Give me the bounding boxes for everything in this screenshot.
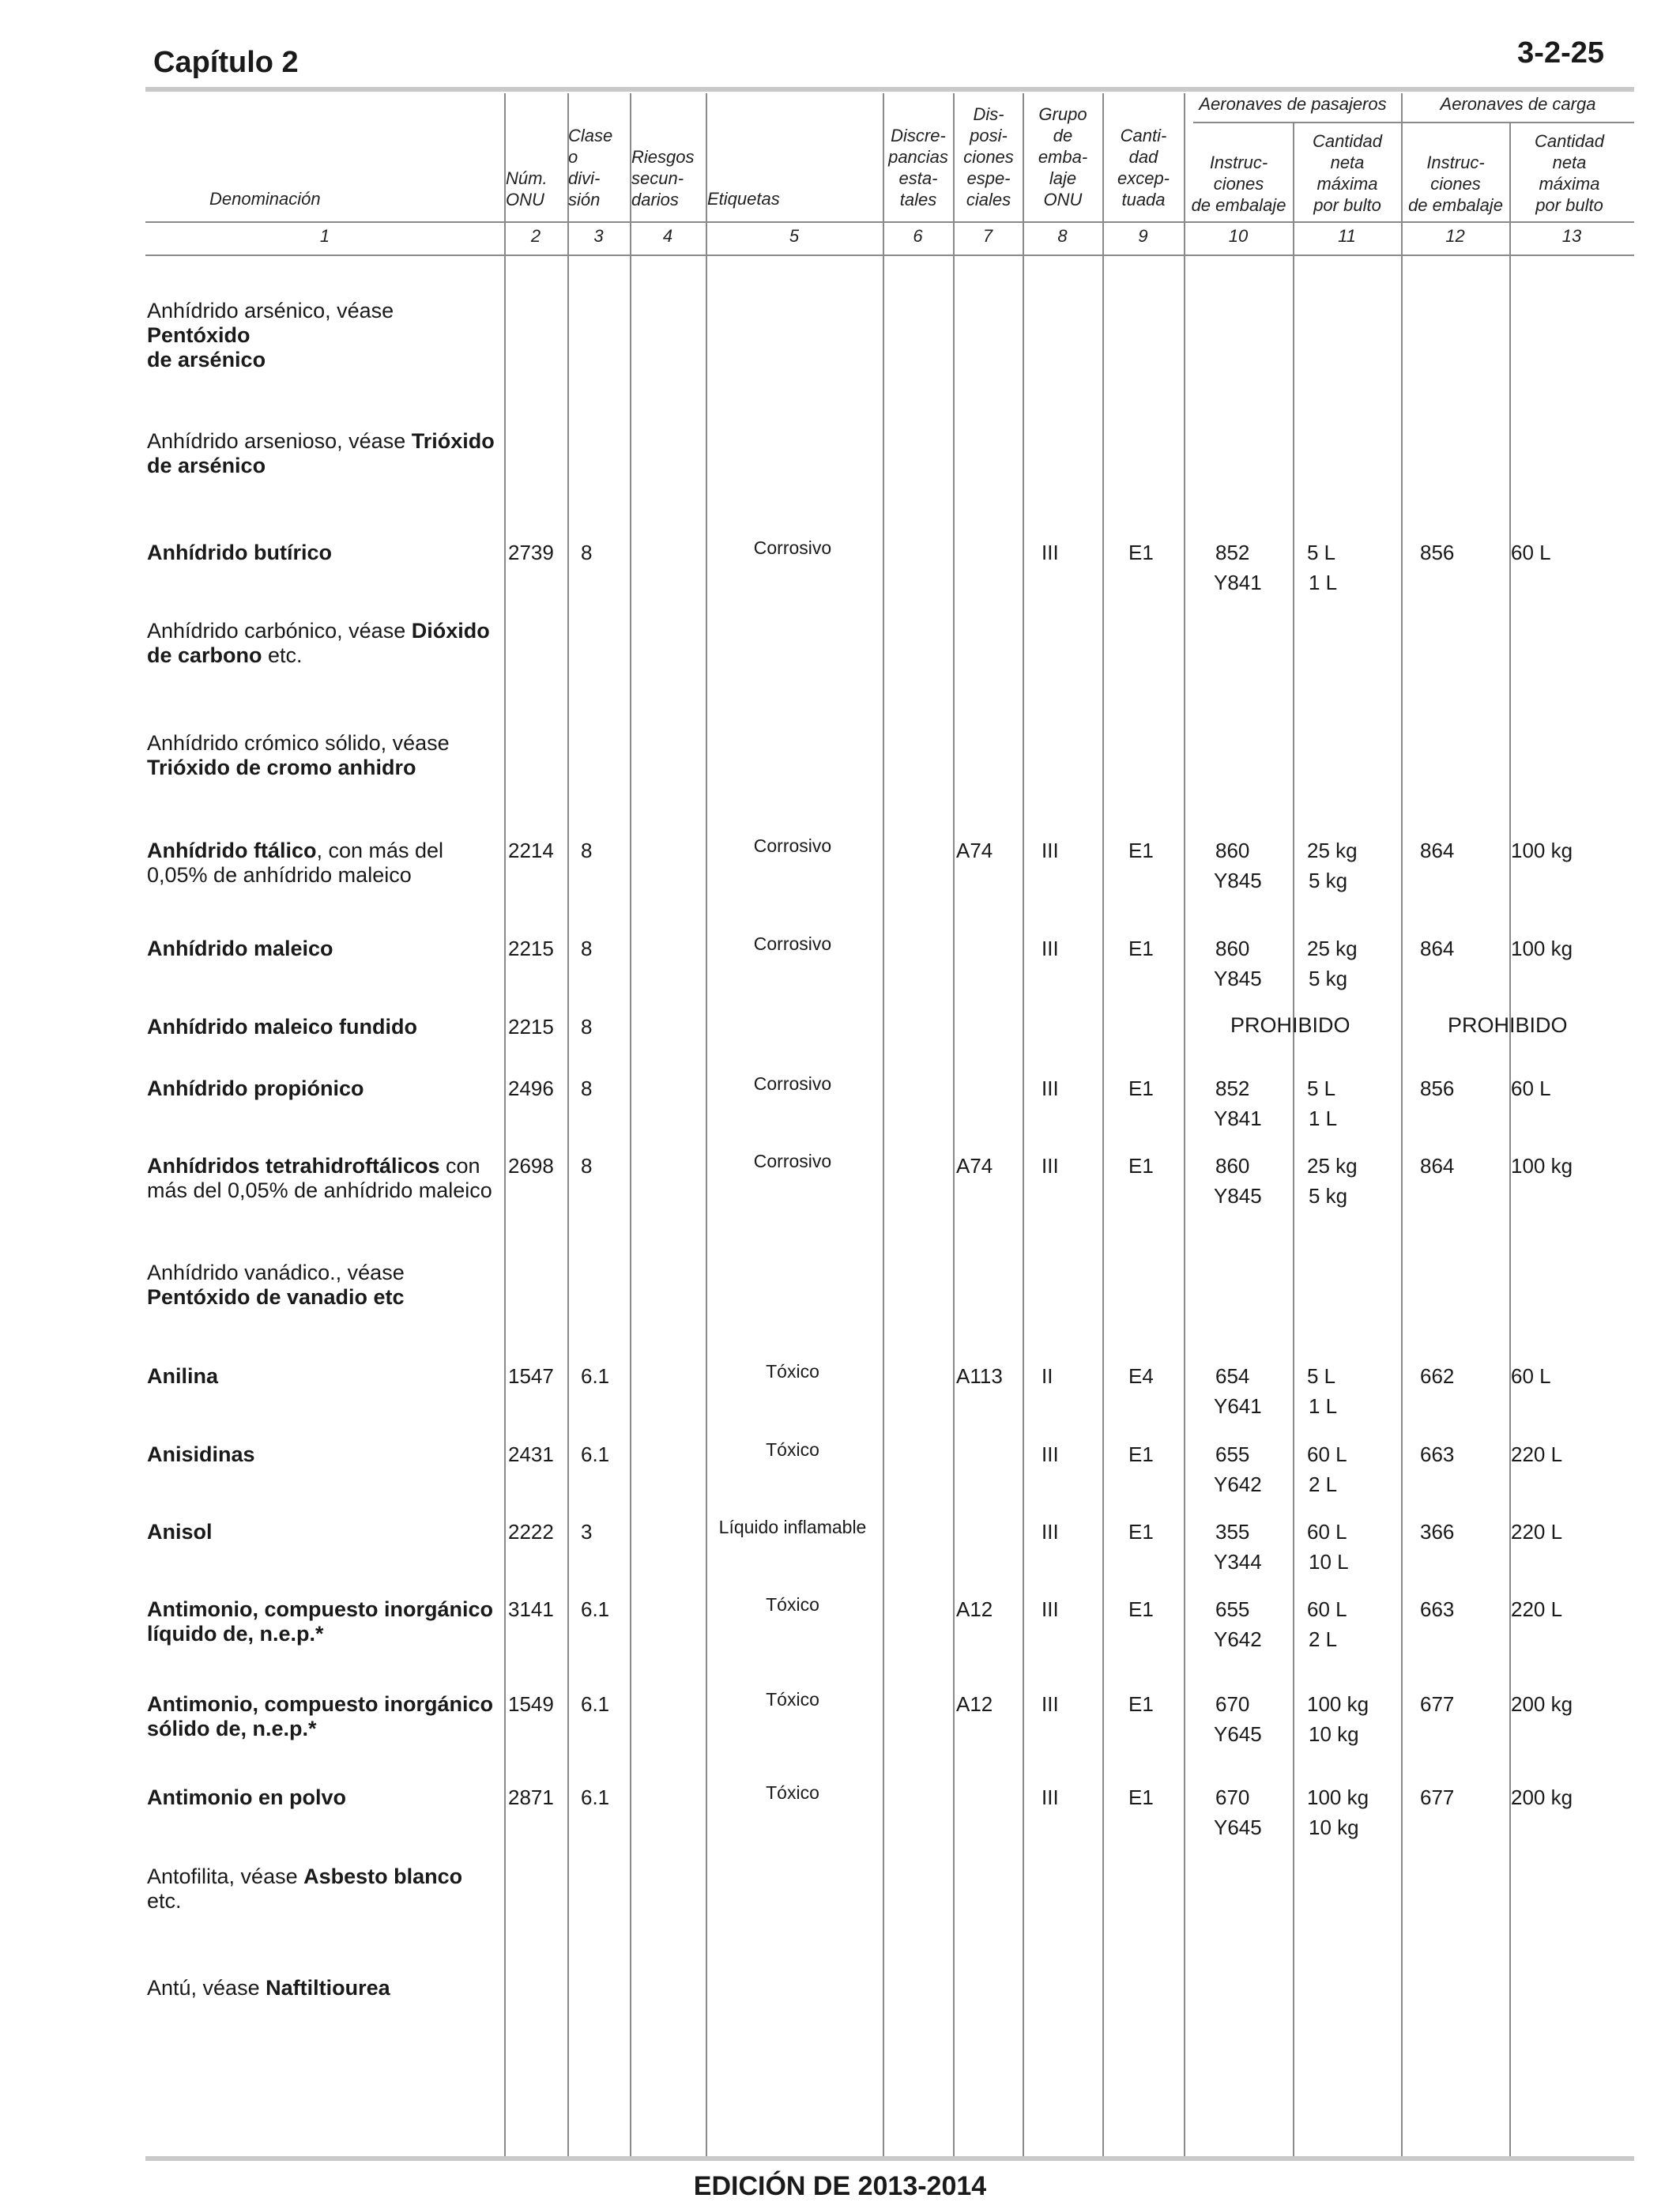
passenger-max-quantity: 1 L (1309, 571, 1338, 594)
un-number: 2496 (508, 1076, 554, 1100)
class-division: 6.1 (581, 1785, 610, 1809)
passenger-packing-instruction: Y845 (1214, 869, 1262, 892)
header-grupo: Grupo de emba- laje ONU (1038, 104, 1088, 209)
bottom-rule (145, 2156, 1634, 2161)
passenger-max-quantity: 5 L (1307, 1364, 1336, 1388)
substance-name (147, 937, 503, 961)
header-aeronaves-carga: Aeronaves de carga (1440, 94, 1596, 114)
label: Tóxico (766, 1361, 819, 1382)
passenger-packing-instruction: 655 (1215, 1442, 1250, 1466)
name-part: Anhídrido vanádico., véase (147, 1261, 405, 1284)
excepted-quantity: E1 (1128, 1597, 1154, 1621)
label: Tóxico (766, 1439, 819, 1460)
un-number: 2215 (508, 1015, 554, 1039)
un-number: 1549 (508, 1692, 554, 1716)
name-part: Anhídrido butírico (147, 541, 332, 564)
passenger-max-quantity: 25 kg (1307, 839, 1358, 862)
column-number: 3 (593, 226, 604, 246)
name-part: Anhídrido maleico fundido (147, 1015, 417, 1039)
name-part: Antofilita, véase (147, 1865, 304, 1888)
header-denominacion: Denominación (209, 189, 321, 209)
class-division: 8 (581, 1076, 593, 1100)
passenger-max-quantity: 5 L (1307, 541, 1336, 564)
name-part: Anilina (147, 1364, 219, 1388)
cargo-max-quantity: 220 L (1511, 1597, 1563, 1621)
passenger-packing-instruction: Y645 (1214, 1816, 1262, 1839)
column-number: 12 (1445, 226, 1465, 246)
page-number: 3-2-25 (1517, 36, 1604, 70)
cargo-max-quantity: 100 kg (1511, 937, 1573, 960)
substance-name (147, 839, 503, 888)
un-number: 2739 (508, 541, 554, 564)
packing-group: III (1042, 541, 1059, 564)
label: Corrosivo (753, 537, 832, 558)
name-part: Anhídrido arsénico, véase (147, 299, 394, 322)
cargo-packing-instruction: 864 (1420, 937, 1455, 960)
label: Líquido inflamable (718, 1517, 867, 1537)
name-part: más del 0,05% de anhídrido maleico (147, 1178, 492, 1202)
passenger-max-quantity: 1 L (1309, 1107, 1338, 1130)
name-part: Antú, véase (147, 1976, 266, 2000)
name-part: líquido de, n.e.p.* (147, 1622, 324, 1646)
passenger-packing-instruction: 852 (1215, 1076, 1250, 1100)
label: Corrosivo (753, 1073, 832, 1094)
un-number: 2698 (508, 1154, 554, 1178)
name-part: Asbesto blanco (303, 1865, 463, 1888)
name-part: Pentóxido de vanadio etc (147, 1285, 405, 1309)
label: Tóxico (766, 1782, 819, 1803)
cargo-max-quantity: 60 L (1511, 541, 1551, 564)
column-number: 8 (1057, 226, 1068, 246)
passenger-max-quantity: 2 L (1309, 1627, 1338, 1651)
substance-name (147, 1520, 503, 1544)
special-provisions: A12 (956, 1692, 993, 1716)
name-part: Antimonio, compuesto inorgánico (147, 1692, 493, 1716)
un-number: 3141 (508, 1597, 554, 1621)
name-part: de arsénico (147, 454, 266, 477)
packing-group: III (1042, 1692, 1059, 1716)
passenger-packing-instruction: 355 (1215, 1520, 1250, 1544)
name-part: sólido de, n.e.p.* (147, 1717, 317, 1740)
substance-name (147, 429, 503, 478)
cargo-max-quantity: 60 L (1511, 1364, 1551, 1388)
name-part: Anhídrido carbónico, véase (147, 619, 412, 643)
packing-group: III (1042, 1442, 1059, 1466)
column-number: 13 (1561, 226, 1582, 246)
passenger-max-quantity: 10 kg (1309, 1722, 1359, 1746)
passenger-max-quantity: 5 kg (1309, 869, 1348, 892)
cargo-packing-instruction: 366 (1420, 1520, 1455, 1544)
excepted-quantity: E1 (1128, 1520, 1154, 1544)
cargo-packing-instruction: 663 (1420, 1442, 1455, 1466)
name-part: , con más del (316, 839, 444, 862)
name-part: Antimonio en polvo (147, 1785, 346, 1809)
passenger-max-quantity: 60 L (1307, 1597, 1347, 1621)
name-part: Trióxido de cromo anhidro (147, 756, 416, 779)
un-number: 2431 (508, 1442, 554, 1466)
header-aeronaves-pasajeros: Aeronaves de pasajeros (1199, 94, 1387, 114)
special-provisions: A74 (956, 1154, 993, 1178)
passenger-max-quantity: 100 kg (1307, 1785, 1369, 1809)
substance-name (147, 731, 503, 780)
class-division: 6.1 (581, 1692, 610, 1716)
excepted-quantity: E1 (1128, 1076, 1154, 1100)
class-division: 8 (581, 1154, 593, 1178)
cargo-packing-instruction: 663 (1420, 1597, 1455, 1621)
packing-group: III (1042, 1076, 1059, 1100)
name-part: de carbono (147, 643, 262, 667)
header-clase: Clase o divi- sión (568, 126, 613, 209)
excepted-quantity: E4 (1128, 1364, 1154, 1388)
substance-name (147, 1442, 503, 1467)
passenger-max-quantity: 5 L (1307, 1076, 1336, 1100)
substance-name (147, 299, 503, 372)
passenger-max-quantity: 1 L (1309, 1394, 1338, 1418)
chapter-title: Capítulo 2 (153, 46, 299, 79)
header-etiquetas: Etiquetas (707, 189, 780, 209)
label: Corrosivo (753, 835, 832, 856)
name-part: Pentóxido (147, 323, 250, 347)
class-division: 8 (581, 839, 593, 862)
substance-name (147, 619, 503, 668)
header-cantidad-exceptuada: Canti- dad excep- tuada (1117, 126, 1170, 209)
class-division: 6.1 (581, 1597, 610, 1621)
passenger-packing-instruction: 654 (1215, 1364, 1250, 1388)
substance-name (147, 1865, 503, 1914)
packing-group: III (1042, 937, 1059, 960)
name-part: Trióxido (411, 429, 495, 453)
name-part: Anhídrido arsenioso, véase (147, 429, 412, 453)
passenger-max-quantity: 10 L (1309, 1550, 1349, 1574)
header-instrucciones-pasajeros: Instruc- ciones de embalaje (1191, 153, 1286, 215)
passenger-packing-instruction: Y645 (1214, 1722, 1262, 1746)
cargo-max-quantity: 100 kg (1511, 1154, 1573, 1178)
column-number: 4 (662, 226, 673, 246)
cargo-packing-instruction: 856 (1420, 541, 1455, 564)
cargo-max-quantity: 200 kg (1511, 1785, 1573, 1809)
packing-group: II (1042, 1364, 1053, 1388)
excepted-quantity: E1 (1128, 1154, 1154, 1178)
class-division: 8 (581, 1015, 593, 1039)
passenger-packing-instruction: Y344 (1214, 1550, 1262, 1574)
packing-group: III (1042, 839, 1059, 862)
un-number: 2871 (508, 1785, 554, 1809)
substance-name (147, 1364, 503, 1389)
un-number: 2214 (508, 839, 554, 862)
passenger-max-quantity: 5 kg (1309, 1184, 1348, 1208)
cargo-packing-instruction: 864 (1420, 1154, 1455, 1178)
label: Corrosivo (753, 933, 832, 954)
top-rule (145, 87, 1634, 92)
substance-name (147, 1597, 503, 1646)
un-number: 2215 (508, 937, 554, 960)
passenger-packing-instruction: Y845 (1214, 1184, 1262, 1208)
header-cantidad-pasajeros: Cantidad neta máxima por bulto (1312, 131, 1383, 215)
passenger-packing-instruction: 852 (1215, 541, 1250, 564)
substance-name (147, 541, 503, 565)
name-part: Dióxido (411, 619, 490, 643)
passenger-packing-instruction: 670 (1215, 1692, 1250, 1716)
header-disposiciones: Dis- posi- ciones espe- ciales (963, 104, 1014, 209)
class-division: 8 (581, 937, 593, 960)
column-number: 7 (982, 226, 993, 246)
name-part: de arsénico (147, 348, 266, 371)
passenger-packing-instruction: Y841 (1214, 571, 1262, 594)
passenger-max-quantity: 60 L (1307, 1442, 1347, 1466)
passenger-max-quantity: 2 L (1309, 1472, 1338, 1496)
cargo-packing-instruction: 662 (1420, 1364, 1455, 1388)
name-part: Antimonio, compuesto inorgánico (147, 1597, 493, 1621)
substance-name (147, 1261, 503, 1310)
substance-name (147, 1692, 503, 1741)
name-part: Naftiltiourea (266, 1976, 390, 2000)
class-division: 6.1 (581, 1442, 610, 1466)
passenger-packing-instruction: 860 (1215, 1154, 1250, 1178)
header-riesgos: Riesgos secun- darios (631, 147, 695, 209)
passenger-max-quantity: 25 kg (1307, 937, 1358, 960)
special-provisions: A12 (956, 1597, 993, 1621)
name-part: Anisol (147, 1520, 213, 1544)
class-division: 6.1 (581, 1364, 610, 1388)
class-division: 3 (581, 1520, 593, 1544)
packing-group: III (1042, 1597, 1059, 1621)
passenger-max-quantity: 100 kg (1307, 1692, 1369, 1716)
name-part: 0,05% de anhídrido maleico (147, 863, 412, 887)
passenger-packing-instruction: Y845 (1214, 967, 1262, 990)
passenger-packing-instruction: Y841 (1214, 1107, 1262, 1130)
prohibited-cargo: PROHIBIDO (1448, 1013, 1568, 1037)
label: Tóxico (766, 1594, 819, 1615)
header-discrepancias: Discre- pancias esta- tales (888, 126, 948, 209)
name-part: etc. (262, 643, 303, 667)
packing-group: III (1042, 1520, 1059, 1544)
cargo-max-quantity: 100 kg (1511, 839, 1573, 862)
name-part: Anhídrido maleico (147, 937, 333, 960)
name-part: Anhídrido crómico sólido, véase (147, 731, 450, 755)
label: Corrosivo (753, 1151, 832, 1171)
packing-group: III (1042, 1785, 1059, 1809)
name-part: etc. (147, 1889, 182, 1913)
column-number: 6 (913, 226, 923, 246)
cargo-max-quantity: 220 L (1511, 1520, 1563, 1544)
un-number: 1547 (508, 1364, 554, 1388)
excepted-quantity: E1 (1128, 1785, 1154, 1809)
header-instrucciones-carga: Instruc- ciones de embalaje (1408, 153, 1503, 215)
passenger-packing-instruction: 860 (1215, 839, 1250, 862)
prohibited-passenger: PROHIBIDO (1230, 1013, 1350, 1037)
name-part: Anhídrido propiónico (147, 1076, 364, 1100)
header-cantidad-carga: Cantidad neta máxima por bulto (1534, 131, 1605, 215)
edition-footer: EDICIÓN DE 2013-2014 (693, 2171, 987, 2201)
substance-name (147, 1154, 503, 1203)
cargo-max-quantity: 220 L (1511, 1442, 1563, 1466)
column-number: 10 (1228, 226, 1249, 246)
un-number: 2222 (508, 1520, 554, 1544)
header-num-onu: Núm. ONU (506, 168, 548, 209)
cargo-packing-instruction: 677 (1420, 1785, 1455, 1809)
passenger-packing-instruction: Y642 (1214, 1627, 1262, 1651)
name-part: con (439, 1154, 480, 1178)
special-provisions: A74 (956, 839, 993, 862)
passenger-packing-instruction: 860 (1215, 937, 1250, 960)
passenger-max-quantity: 5 kg (1309, 967, 1348, 990)
excepted-quantity: E1 (1128, 839, 1154, 862)
column-number: 1 (319, 226, 330, 246)
cargo-max-quantity: 200 kg (1511, 1692, 1573, 1716)
special-provisions: A113 (956, 1364, 1003, 1388)
cargo-max-quantity: 60 L (1511, 1076, 1551, 1100)
passenger-max-quantity: 25 kg (1307, 1154, 1358, 1178)
substance-name (147, 1076, 503, 1101)
cargo-packing-instruction: 677 (1420, 1692, 1455, 1716)
column-number: 9 (1138, 226, 1148, 246)
name-part: Anhídrido ftálico (147, 839, 317, 862)
column-number: 11 (1338, 226, 1356, 246)
cargo-packing-instruction: 856 (1420, 1076, 1455, 1100)
excepted-quantity: E1 (1128, 937, 1154, 960)
passenger-packing-instruction: Y642 (1214, 1472, 1262, 1496)
packing-group: III (1042, 1154, 1059, 1178)
column-number: 5 (789, 226, 800, 246)
class-division: 8 (581, 541, 593, 564)
passenger-max-quantity: 10 kg (1309, 1816, 1359, 1839)
passenger-packing-instruction: 670 (1215, 1785, 1250, 1809)
column-number: 2 (530, 226, 541, 246)
label: Tóxico (766, 1689, 819, 1710)
passenger-packing-instruction: 655 (1215, 1597, 1250, 1621)
name-part: Anisidinas (147, 1442, 255, 1466)
passenger-packing-instruction: Y641 (1214, 1394, 1262, 1418)
name-part: Anhídridos tetrahidroftálicos (147, 1154, 440, 1178)
substance-name (147, 1785, 503, 1810)
substance-name (147, 1976, 503, 2000)
cargo-packing-instruction: 864 (1420, 839, 1455, 862)
substance-name (147, 1015, 503, 1039)
excepted-quantity: E1 (1128, 1692, 1154, 1716)
excepted-quantity: E1 (1128, 541, 1154, 564)
excepted-quantity: E1 (1128, 1442, 1154, 1466)
passenger-max-quantity: 60 L (1307, 1520, 1347, 1544)
